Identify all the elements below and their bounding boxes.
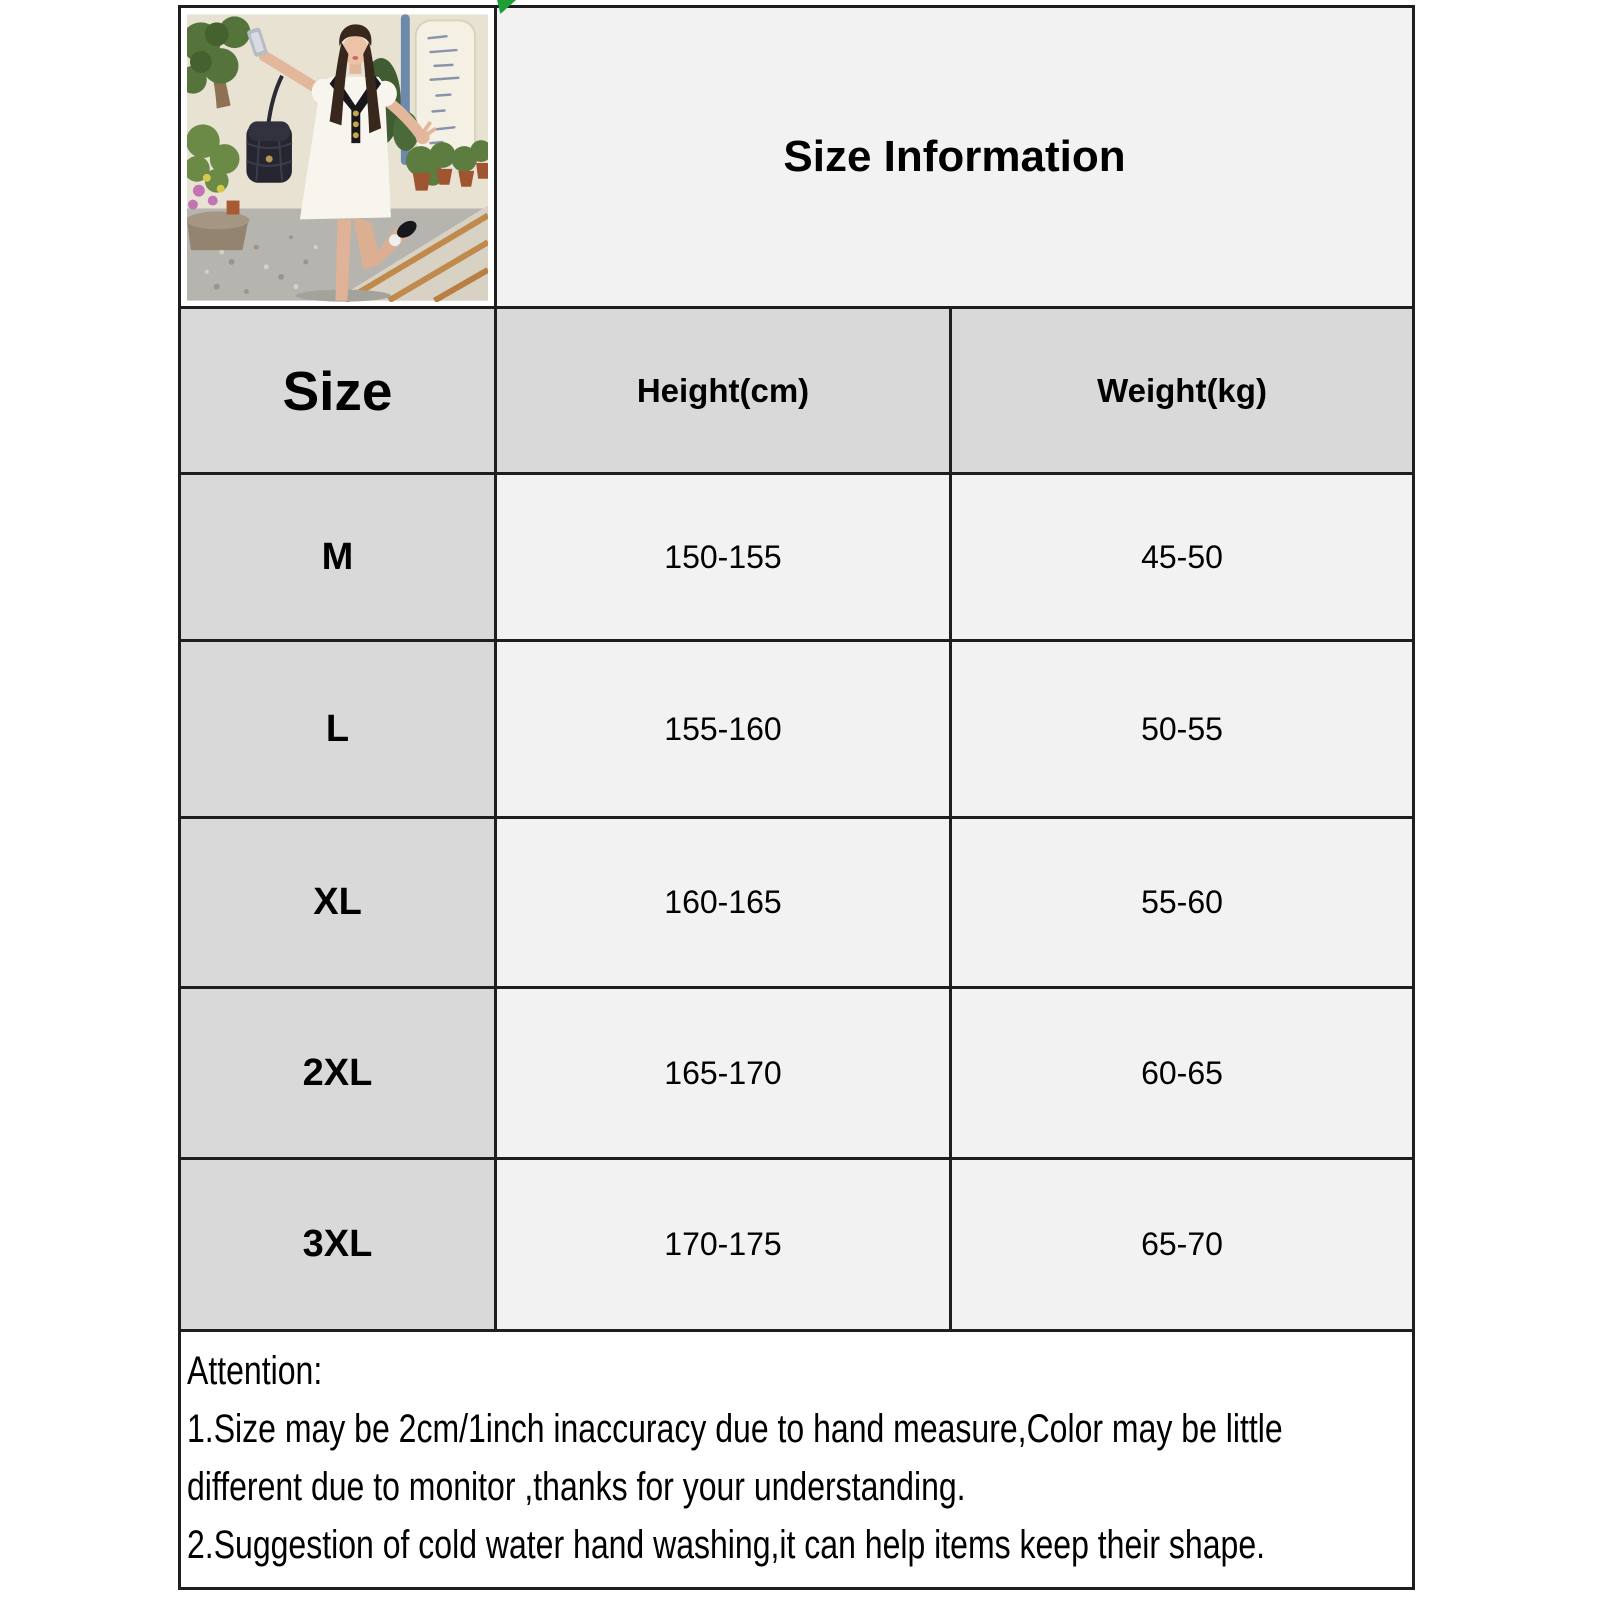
attention-line: 2.Suggestion of cold water hand washing,it can help items keep their shape. [187,1523,1265,1567]
weight-value: 65-70 [952,1160,1412,1332]
column-header-size: Size [181,309,497,475]
attention-section [181,1332,1412,1587]
height-value: 155-160 [497,642,952,819]
product-photo-cell [181,8,497,309]
size-table [178,5,1415,1590]
height-value: 150-155 [497,475,952,642]
column-header-height: Height(cm) [497,309,952,475]
height-value: 170-175 [497,1160,952,1332]
weight-value: 60-65 [952,989,1412,1160]
weight-value: 55-60 [952,819,1412,989]
attention-line: different due to monitor ,thanks for your understanding. [187,1465,966,1509]
page-title: Size Information [783,132,1126,181]
size-label: M [181,475,497,642]
size-label: L [181,642,497,819]
weight-value: 50-55 [952,642,1412,819]
column-header-weight: Weight(kg) [952,309,1412,475]
size-label: 3XL [181,1160,497,1332]
height-value: 160-165 [497,819,952,989]
attention-heading: Attention: [187,1349,323,1393]
size-label: 2XL [181,989,497,1160]
attention-text [187,1342,1402,1574]
product-photo [187,13,488,302]
weight-value: 45-50 [952,475,1412,642]
attention-line: 1.Size may be 2cm/1inch inaccuracy due to hand measure,Color may be little [187,1407,1283,1451]
corner-marker-icon [497,0,516,14]
title-cell [497,8,1412,309]
size-label: XL [181,819,497,989]
height-value: 165-170 [497,989,952,1160]
